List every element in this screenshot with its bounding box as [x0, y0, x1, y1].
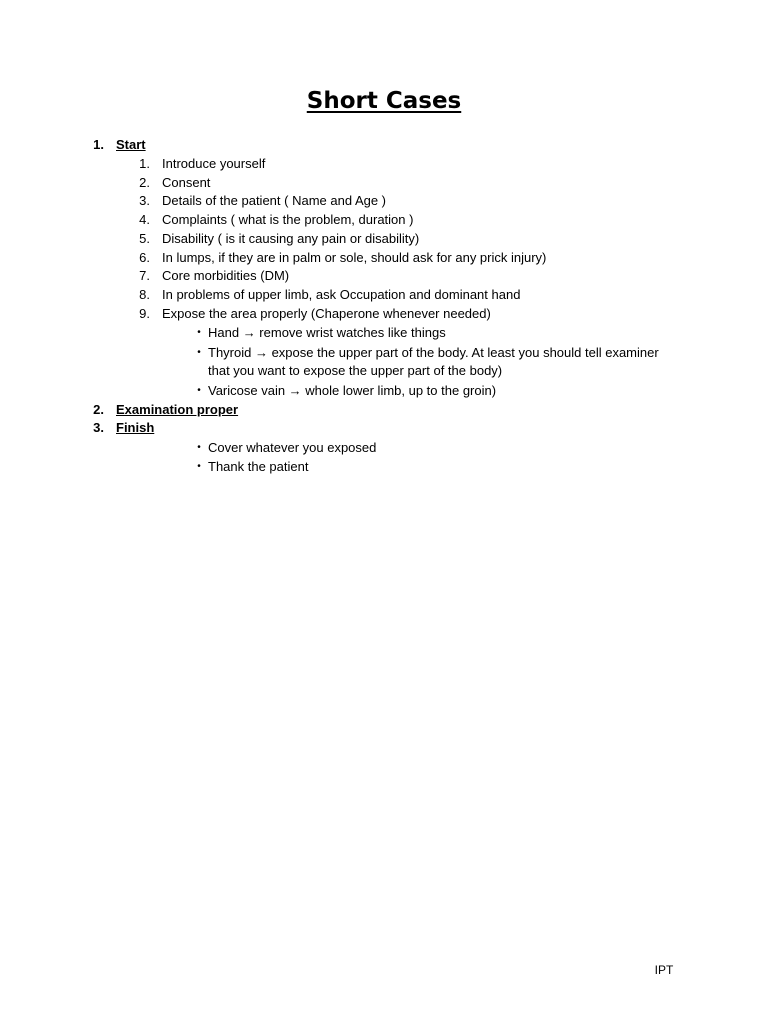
section-number: 1. [93, 137, 104, 152]
item-number: 5. [139, 231, 150, 246]
bullet-icon: • [197, 385, 201, 396]
item-text: Details of the patient ( Name and Age ) [162, 193, 387, 208]
item-text: Expose the area properly (Chaperone whenever needed) [162, 306, 491, 321]
item-number: 1. [139, 156, 150, 171]
item-number: 3. [139, 193, 150, 208]
item-text: Core morbidities (DM) [162, 268, 290, 283]
item-text: Introduce yourself [162, 156, 266, 171]
bullet-icon: • [197, 347, 201, 358]
item-number: 8. [139, 287, 150, 302]
bullet-text: Thank the patient [208, 459, 309, 474]
section-heading: Examination proper [116, 402, 239, 417]
item-text: Disability ( is it causing any pain or disability) [162, 231, 420, 246]
bullet-icon: • [197, 442, 201, 453]
bullet-icon: • [197, 327, 201, 338]
bullet-text: Cover whatever you exposed [208, 440, 377, 455]
section-number: 3. [93, 420, 104, 435]
item-number: 7. [139, 268, 150, 283]
item-number: 2. [139, 175, 150, 190]
item-text: Complaints ( what is the problem, duration ) [162, 212, 414, 227]
item-text: In lumps, if they are in palm or sole, should ask for any prick injury) [162, 250, 547, 265]
page-title: Short Cases [306, 88, 462, 114]
item-number: 6. [139, 250, 150, 265]
bullet-text: Thyroid → expose the upper part of the body. At least you should tell examiner [208, 345, 659, 360]
section-heading: Start [116, 137, 146, 152]
item-number: 4. [139, 212, 150, 227]
section-number: 2. [93, 402, 104, 417]
item-text: Consent [162, 175, 211, 190]
section-heading: Finish [116, 420, 155, 435]
bullet-text-continuation: that you want to expose the upper part of the body) [208, 363, 503, 378]
bullet-text: Hand → remove wrist watches like things [208, 325, 446, 340]
bullet-icon: • [197, 461, 201, 472]
item-number: 9. [139, 306, 150, 321]
item-text: In problems of upper limb, ask Occupation and dominant hand [162, 287, 521, 302]
bullet-text: Varicose vain → whole lower limb, up to the groin) [208, 383, 497, 398]
page-footer: IPT [654, 963, 674, 977]
